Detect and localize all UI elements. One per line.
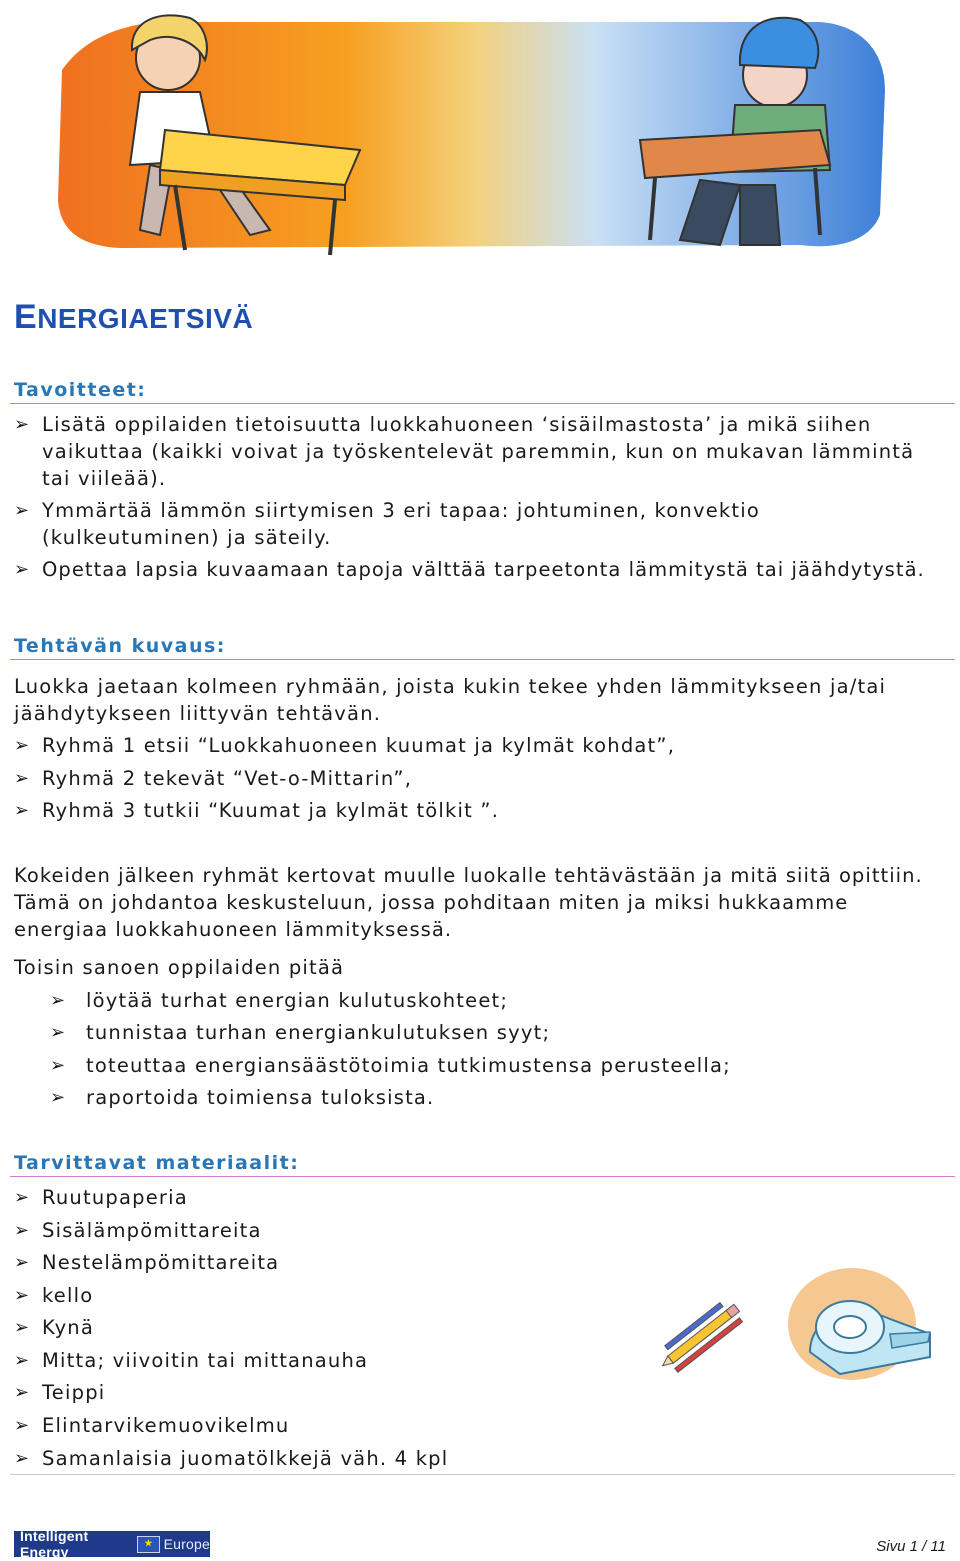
bullet-arrow-icon: ➢	[14, 1448, 31, 1469]
bullet-arrow-icon: ➢	[50, 1055, 67, 1076]
logo-text: Intelligent Energy	[20, 1528, 89, 1560]
materials-heading: Tarvittavat materiaalit:	[14, 1152, 300, 1174]
logo-suffix: Europe	[163, 1536, 210, 1552]
eu-flag-icon	[137, 1536, 159, 1553]
bullet-arrow-icon: ➢	[14, 1285, 31, 1306]
bullet-arrow-icon: ➢	[14, 1350, 31, 1371]
title-first-letter: E	[14, 298, 38, 336]
pupil-task-text: tunnistaa turhan energiankulutuksen syyt;	[86, 1021, 551, 1044]
material-text: Elintarvikemuovikelmu	[42, 1414, 290, 1437]
page-number: Sivu 1 / 11	[876, 1538, 946, 1555]
material-text: Teippi	[42, 1381, 106, 1404]
pupil-task-text: löytää turhat energian kulutuskohteet;	[86, 989, 509, 1012]
material-item	[14, 1282, 614, 1309]
pupil-task-item	[14, 1052, 944, 1079]
bullet-arrow-icon: ➢	[14, 1415, 31, 1436]
group-item	[14, 765, 944, 792]
description-heading: Tehtävän kuvaus:	[14, 635, 226, 657]
material-text: Sisälämpömittareita	[42, 1219, 262, 1242]
group-item	[14, 797, 944, 824]
bullet-arrow-icon: ➢	[50, 1022, 67, 1043]
material-text: Kynä	[42, 1316, 95, 1339]
goal-text: Opettaa lapsia kuvaamaan tapoja välttää tarpeetonta lämmitystä tai jäähdytystä.	[42, 558, 925, 581]
description-after: Kokeiden jälkeen ryhmät kertovat muulle luokalle tehtävästään ja mitä siitä opittiin. Tämä on johdantoa keskusteluun, jossa pohditaan miten ja miksi hukkaamme energiaa luokkahuoneen lämmityksessä.	[14, 864, 923, 941]
material-item	[14, 1184, 614, 1211]
pupil-task-item	[14, 1019, 944, 1046]
pencils-icon	[655, 1282, 765, 1392]
pupil-task-item	[14, 987, 944, 1014]
material-item	[14, 1347, 614, 1374]
tape-dispenser-icon	[780, 1262, 945, 1392]
bullet-arrow-icon: ➢	[14, 414, 31, 435]
bullet-arrow-icon: ➢	[50, 990, 67, 1011]
bullet-arrow-icon: ➢	[14, 1220, 31, 1241]
goal-item	[14, 556, 944, 583]
group-item	[14, 732, 944, 759]
material-text: Ruutupaperia	[42, 1186, 188, 1209]
bullet-arrow-icon: ➢	[14, 768, 31, 789]
bullet-arrow-icon: ➢	[14, 735, 31, 756]
pupil-task-item	[14, 1084, 944, 1111]
material-text: Mitta; viivoitin tai mittanauha	[42, 1349, 369, 1372]
bullet-arrow-icon: ➢	[14, 500, 31, 521]
goal-item	[14, 411, 944, 492]
bullet-arrow-icon: ➢	[14, 1252, 31, 1273]
bullet-arrow-icon: ➢	[14, 800, 31, 821]
material-text: Nestelämpömittareita	[42, 1251, 280, 1274]
material-item	[14, 1314, 614, 1341]
goal-text: Ymmärtää lämmön siirtymisen 3 eri tapaa: johtuminen, konvektio (kulkeutuminen) ja säteily.	[42, 499, 761, 549]
group-text: Ryhmä 1 etsii “Luokkahuoneen kuumat ja kylmät kohdat”,	[42, 734, 676, 757]
intelligent-energy-europe-logo	[14, 1528, 210, 1560]
bullet-arrow-icon: ➢	[14, 1382, 31, 1403]
goals-rule	[10, 403, 955, 404]
bullet-arrow-icon: ➢	[14, 559, 31, 580]
goals-heading: Tavoitteet:	[14, 379, 147, 401]
bullet-arrow-icon: ➢	[50, 1087, 67, 1108]
material-item	[14, 1249, 614, 1276]
goal-item	[14, 497, 944, 551]
material-item	[14, 1445, 614, 1472]
description-rule	[10, 659, 955, 660]
pupil-task-text: toteuttaa energiansäästötoimia tutkimustensa perusteella;	[86, 1054, 731, 1077]
material-item	[14, 1412, 614, 1439]
material-text: Samanlaisia juomatölkkejä väh. 4 kpl	[42, 1447, 449, 1470]
footer-rule	[10, 1474, 955, 1475]
title-rest: NERGIAETSIVÄ	[37, 303, 254, 334]
pupil-task-text: raportoida toimiensa tuloksista.	[86, 1086, 435, 1109]
hot-cold-banner-illustration	[0, 0, 960, 270]
material-text: kello	[42, 1284, 94, 1307]
goal-text: Lisätä oppilaiden tietoisuutta luokkahuoneen ‘sisäilmastosta’ ja mikä siihen vaikuttaa (kaikki voivat ja työskentelevät paremmin, kun on mukavan lämmintä tai viileää).	[42, 413, 915, 490]
material-item	[14, 1217, 614, 1244]
material-item	[14, 1379, 614, 1406]
document-title	[14, 298, 253, 337]
description-intro: Luokka jaetaan kolmeen ryhmään, joista kukin tekee yhden lämmitykseen ja/tai jäähdytykseen liittyvän tehtävän.	[14, 675, 887, 725]
materials-rule	[10, 1176, 955, 1177]
bullet-arrow-icon: ➢	[14, 1317, 31, 1338]
group-text: Ryhmä 2 tekevät “Vet-o-Mittarin”,	[42, 767, 413, 790]
group-text: Ryhmä 3 tutkii “Kuumat ja kylmät tölkit ”.	[42, 799, 500, 822]
bullet-arrow-icon: ➢	[14, 1187, 31, 1208]
pupils-intro: Toisin sanoen oppilaiden pitää	[14, 956, 345, 979]
